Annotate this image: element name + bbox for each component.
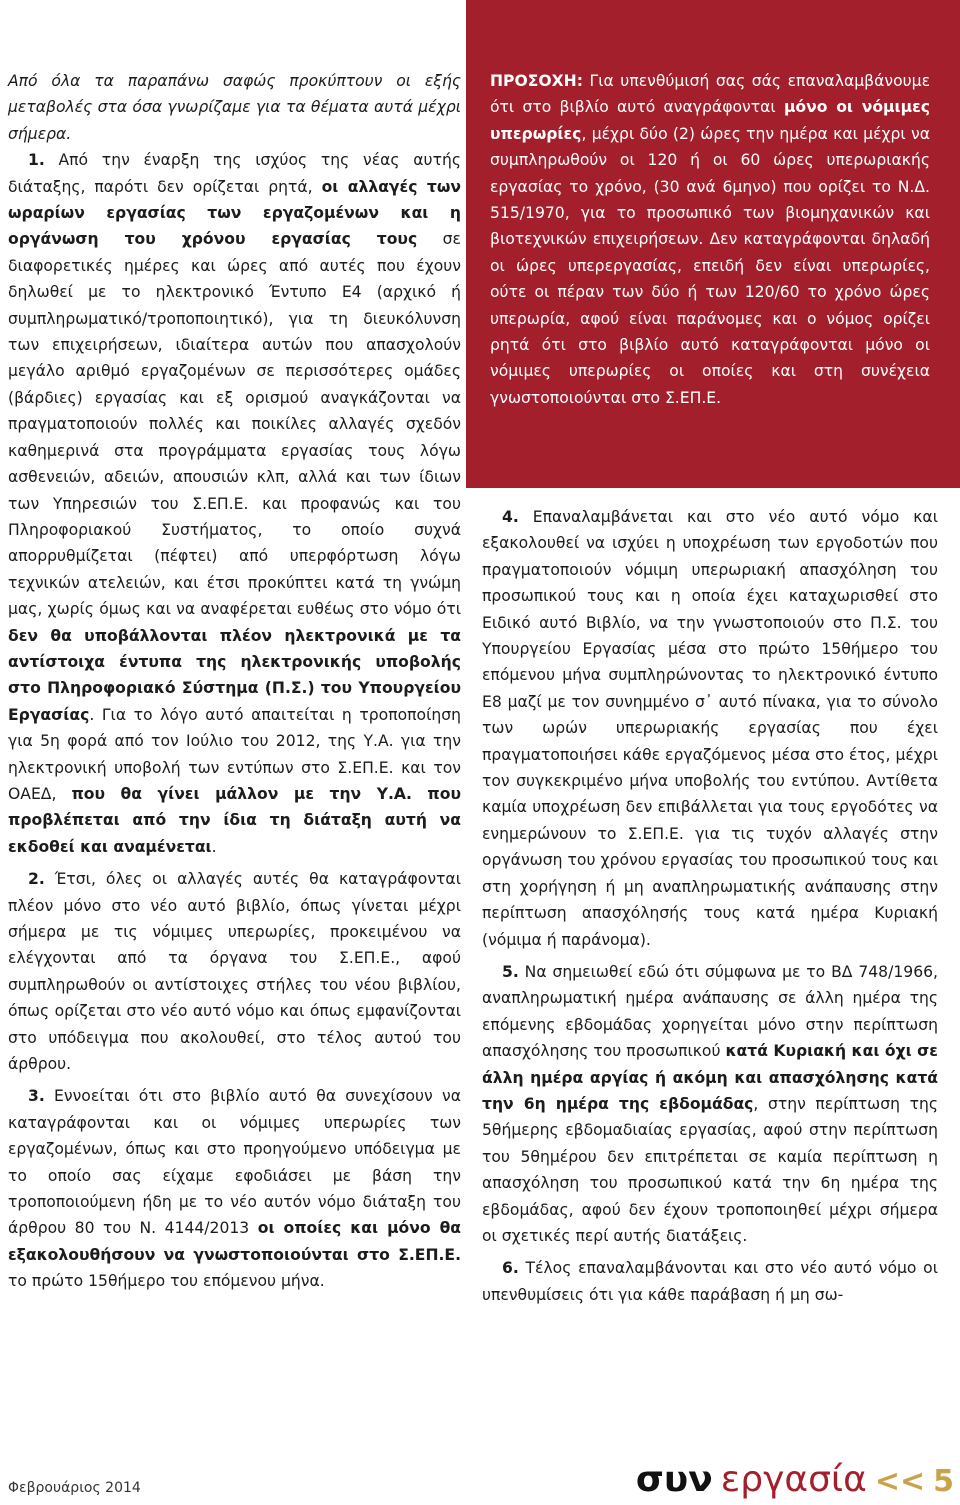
- p6-text-a: Τέλος επαναλαμβάνονται και στο νέο αυτό νόμο οι υπενθυμίσεις ότι για κάθε παράβαση ή μη σω-: [482, 1259, 938, 1304]
- magazine-brand-footer: [636, 1460, 954, 1502]
- p3-text-a: Εννοείται ότι στο βιβλίο αυτό θα συνεχίσουν να καταγράφονται και οι νόμιμες υπερωρίες των εργαζομένων, όπως και στο προηγούμενο υπόδειγμα με το οποίο σας είχαμε εφοδιάσει με βάση την τροποποιούμενη ήδη με το νέο αυτόν νόμο διάταξη του άρθρου 80 του Ν. 4144/2013: [8, 1087, 461, 1238]
- callout-bold-1: μόνο οι νόμιμες υπερωρίες: [490, 98, 930, 143]
- paragraph-3-number: 3.: [28, 1087, 45, 1106]
- p1-text-a: Από την έναρξη της ισχύος της νέας αυτής διάταξης, παρότι δεν ορίζεται ρητά,: [8, 151, 461, 196]
- p5-bold-1: κατά Κυριακή και όχι σε άλλη ημέρα αργίας ή ακόμη και απασχόλησης κατά την 6η ημέρα της εβδομάδας: [482, 1042, 938, 1113]
- p1-text-c: σε διαφορετικές ημέρες και ώρες από αυτές που έχουν δηλωθεί με το ηλεκτρονικό Έντυπο Ε4 (αρχικό ή συμπληρωματικό/τροποποιητικό), για τη διευκόλυνση των επιχειρήσεων, ιδιαίτερα αυτών που απασχολούν μεγάλο αριθμό εργαζομένων σε περισσότερες ομάδες (βάρδιες) εργασίας και εξ ορισμού αναγκάζονται να πραγματοποιούν πολλές και ποικίλες αλλαγές σχεδόν καθημερινά στα προγράμματα εργασίας τους λόγω ασθενειών, αδειών, απουσιών κλπ, αλλά και των ίδιων των Υπηρεσιών του Σ.ΕΠ.Ε. και προφανώς και του Πληροφοριακού Συστήματος, το οποίο συχνά απορρυθμίζεται (πέφτει) από υπερφόρτωση λόγω τεχνικών ατελειών, και έτσι προκύπτει κατά τη γνώμη μας, χωρίς όμως και να αναφέρεται ευθέως στο νόμο ότι: [8, 230, 461, 619]
- p3-text-c: το πρώτο 15θήμερο του επόμενου μήνα.: [8, 1272, 325, 1291]
- paragraph-5: [482, 959, 938, 1249]
- footer-date: Φεβρουάριος 2014: [8, 1480, 141, 1496]
- p3-bold-1: οι οποίες και μόνο θα εξακολουθήσουν να γνωστοποιούνται στο Σ.ΕΠ.Ε.: [8, 1219, 461, 1264]
- page-number: 5: [933, 1464, 954, 1499]
- p2-text-a: Έτσι, όλες οι αλλαγές αυτές θα καταγράφονται πλέον μόνο στο νέο αυτό βιβλίο, όπως γίνεται μέχρι σήμερα με τις νόμιμες υπερωρίες, προκειμένου να ελέγχονται από τα όργανα του Σ.ΕΠ.Ε., αφού συμπληρωθούν οι αντίστοιχες στήλες του νέου βιβλίου, όπως ορίζεται στο νέο αυτό νόμο και όπως εμφανίζονται στο υπόδειγμα που ακολουθεί, στο τέλος αυτού του άρθρου.: [8, 870, 461, 1074]
- p1-text-d: . Για το λόγο αυτό απαιτείται η τροποποίηση για 5η φορά από τον Ιούλιο του 2012, της Υ.Α. για την ηλεκτρονική υποβολή των εντύπων στο Σ.ΕΠ.Ε. και τον ΟΑΕΔ,: [8, 705, 461, 803]
- left-column: [8, 68, 461, 1295]
- paragraph-6-number: 6.: [502, 1259, 519, 1278]
- callout-label: ΠΡΟΣΟΧΗ:: [490, 72, 583, 90]
- right-column: [482, 504, 938, 1308]
- double-chevron-left-icon: <<: [874, 1464, 926, 1499]
- callout-text: [490, 68, 930, 411]
- attention-callout-box: [466, 0, 960, 488]
- callout-text-a: Για υπενθύμισή σας σάς επαναλαμβάνουμε ότι στο βιβλίο αυτό αναγράφονται: [490, 72, 930, 117]
- paragraph-1: [8, 147, 461, 860]
- p1-text-e: .: [211, 837, 217, 856]
- paragraph-2-number: 2.: [28, 870, 45, 889]
- paragraph-3: [8, 1083, 461, 1294]
- brand-name-part-2: εργασία: [720, 1459, 867, 1500]
- paragraph-4-number: 4.: [502, 508, 519, 526]
- p5-text-a: Να σημειωθεί εδώ ότι σύμφωνα με το ΒΔ 748/1966, αναπληρωματική ημέρα ανάπαυσης σε άλλη ημέρα της επόμενης εβδομάδας χορηγείται μόνο στην περίπτωση απασχόλησης του προσωπικού: [482, 962, 938, 1061]
- p1-bold-3: που θα γίνει μάλλον με την Υ.Α. που προβλέπεται από την ίδια τη διάταξη αυτή να εκδοθεί και αναμένεται: [8, 784, 461, 856]
- paragraph-4: [482, 504, 938, 953]
- brand-name-part-1: συν: [635, 1459, 713, 1500]
- p5-text-c: , στην περίπτωση της 5θήμερης εβδομαδιαίας εργασίας, αφού στην περίπτωση του 5θημέρου δεν επιτρέπεται σε καμία περίπτωση η απασχόληση του προσωπικού κατά την 6η ημέρα της εβδομάδας, αφού δεν έχουν τροποποιηθεί μέχρι σήμερα οι σχετικές περί αυτής διατάξεις.: [482, 1094, 938, 1245]
- paragraph-5-number: 5.: [502, 962, 519, 981]
- p1-bold-1: οι αλλαγές των ωραρίων εργασίας των εργαζομένων και η οργάνωση του χρόνου εργασίας τους: [8, 177, 461, 249]
- intro-paragraph: Από όλα τα παραπάνω σαφώς προκύπτουν οι εξής μεταβολές στα όσα γνωρίζαμε για τα θέματα αυτά μέχρι σήμερα.: [8, 72, 461, 143]
- p1-bold-2: δεν θα υποβάλλονται πλέον ηλεκτρονικά με τα αντίστοιχα έντυπα της ηλεκτρονικής υποβολής στο Πληροφοριακό Σύστημα (Π.Σ.) του Υπουργείου Εργασίας: [8, 626, 461, 724]
- paragraph-2: [8, 866, 461, 1077]
- paragraph-1-number: 1.: [28, 151, 45, 170]
- p4-text-a: Επαναλαμβάνεται και στο νέο αυτό νόμο και εξακολουθεί να ισχύει η υποχρέωση των εργοδοτών που πραγματοποιούν νόμιμη υπερωριακή απασχόληση του προσωπικού τους και η οποία έχει καταχωρισθεί στο Ειδικό αυτό Βιβλίο, να την γνωστοποιούν στο Π.Σ. του Υπουργείου Εργασίας μέσα στο πρώτο 15θήμερο του επόμενου μήνα συμπληρώνοντας το ηλεκτρονικό έντυπο Ε8 μαζί με τον συνημμένο σ᾽ αυτό πίνακα, για το σύνολο των ωρών υπερωριακής εργασίας που έχει πραγματοποιήσει κάθε εργαζόμενος μέσα στο έτος, μέχρι τον συγκεκριμένο μήνα υποβολής του εντύπου. Αντίθετα καμία υποχρέωση δεν επιβάλλεται για τους εργοδότες να ενημερώνουν το Σ.ΕΠ.Ε. για τις τυχόν αλλαγές στην οργάνωση του χρόνου εργασίας του προσωπικού τους και στη χορήγηση ή μη αναπληρωματικής ανάπαυσης στην περίπτωση απασχόλησής τους κατά ημέρα Κυριακή (νόμιμα ή παράνομα).: [482, 508, 938, 949]
- callout-text-c: , μέχρι δύο (2) ώρες την ημέρα και μέχρι να συμπληρωθούν οι 120 ή οι 60 ώρες υπερωριακής εργασίας το χρόνο, (30 ανά 6μηνο) που ορίζει το Ν.Δ. 515/1970, για το προσωπικό των βιομηχανικών και βιοτεχνικών επιχειρήσεων. Δεν καταγράφονται δηλαδή οι ώρες υπερεργασίας, επειδή δεν είναι υπερωρίες, ούτε οι πέραν των δύο ή των 120/60 το χρόνο ώρες υπερωρία, αφού είναι παράνομες και ο νόμος ορίζει ρητά ότι στο βιβλίο αυτό καταγράφονται μόνο οι νόμιμες υπερωρίες οι οποίες και στη συνέχεια γνωστοποιούνται στο Σ.ΕΠ.Ε.: [490, 124, 930, 407]
- paragraph-6: [482, 1255, 938, 1308]
